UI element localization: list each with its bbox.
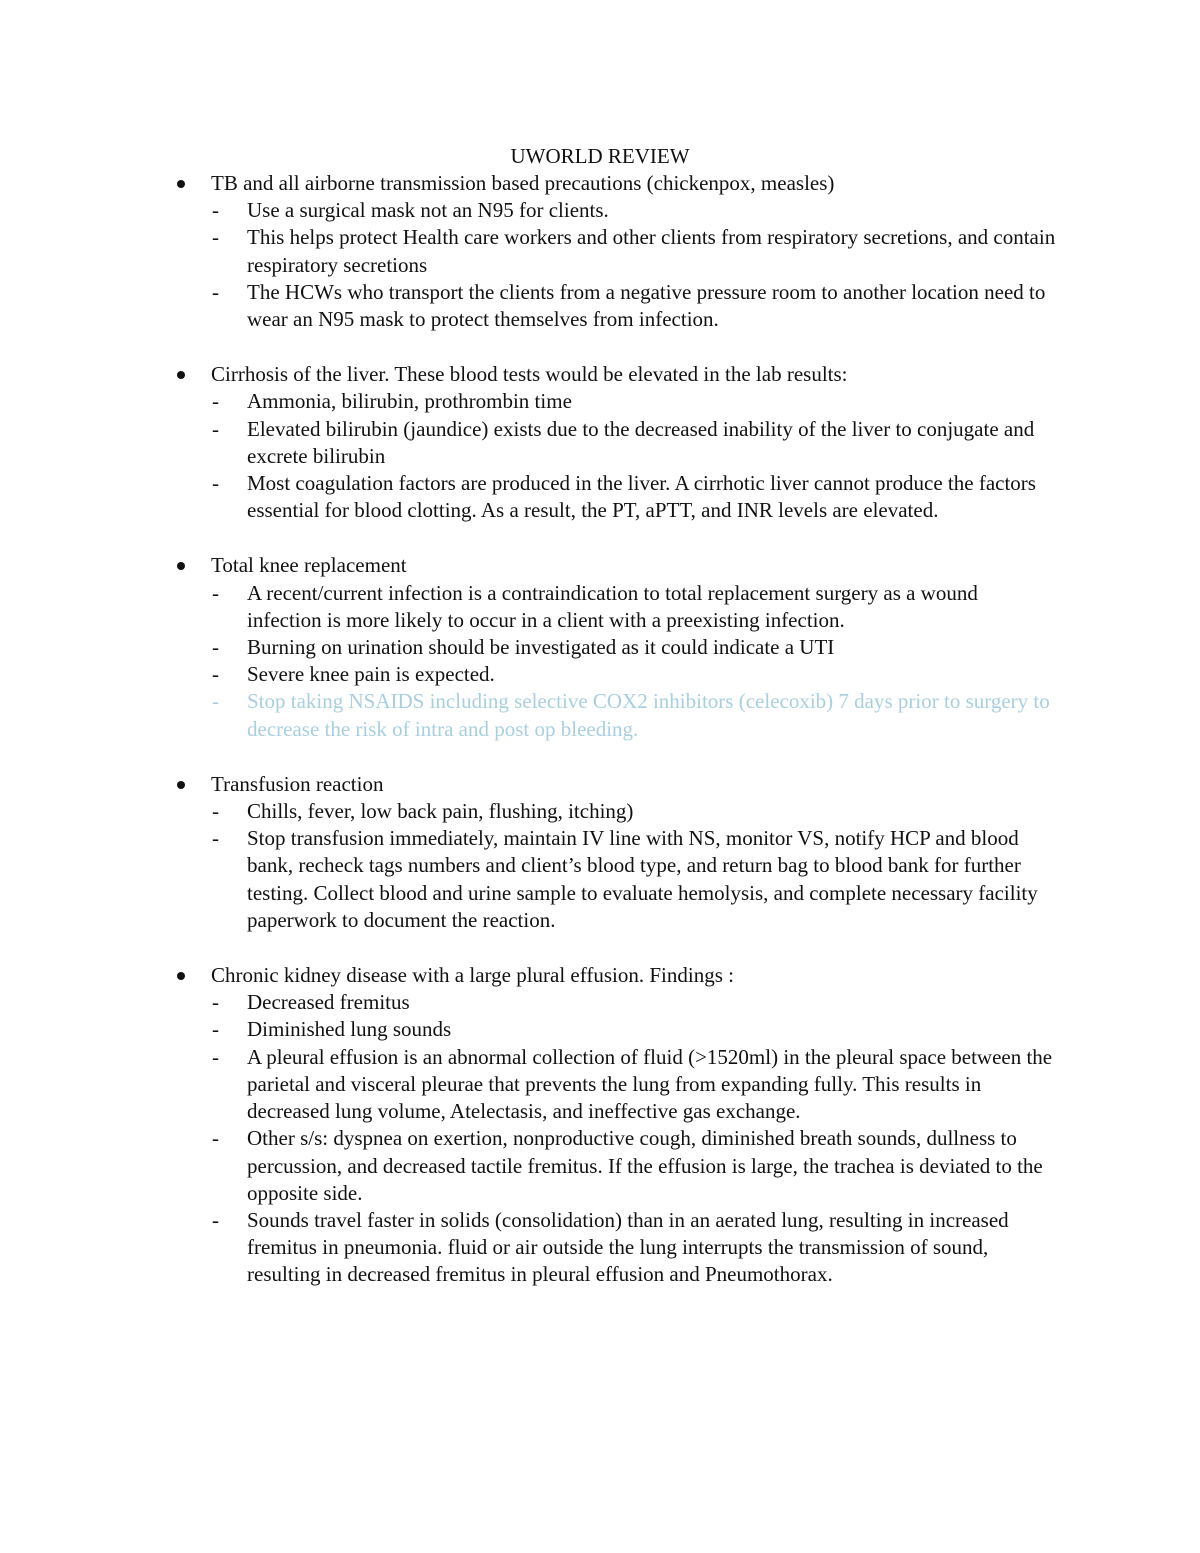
list-item [0,279,1057,333]
list-item [0,661,1057,688]
list-item [0,1044,1057,1126]
section-heading-text: Transfusion reaction [211,771,384,796]
list-item-text: Diminished lung sounds [247,1017,452,1042]
section [0,962,1200,1288]
list-item [0,1016,1057,1043]
document-body [0,170,1200,1317]
list-item-text: Other s/s: dyspnea on exertion, nonproductive cough, diminished breath sounds, dullness to percussion, and decreased tactile fremitus. If the effusion is large, the trachea is deviated to the opposite side. [247,1126,1043,1205]
dash-icon: - [212,635,219,660]
dash-icon: - [212,389,219,414]
section-heading-text: Cirrhosis of the liver. These blood tests would be elevated in the lab results: [211,362,848,387]
dash-icon: - [212,1044,219,1069]
section-heading [0,552,1061,579]
bullet-icon [177,562,185,570]
list-item [0,688,1057,742]
list-item [0,470,1057,524]
sub-list [0,197,1200,333]
list-item [0,197,1057,224]
section-heading-text: TB and all airborne transmission based precautions (chickenpox, measles) [211,171,835,195]
dash-icon: - [212,990,219,1015]
list-item-text: Elevated bilirubin (jaundice) exists due to the decreased inability of the liver to conjugate and excrete bilirubin [247,416,1035,468]
dash-icon: - [212,279,219,304]
bullet-icon [177,781,185,789]
list-item-text: Chills, fever, low back pain, flushing, itching) [247,799,634,824]
dash-icon: - [212,580,219,605]
dash-icon: - [212,416,219,441]
dash-icon: - [212,1017,219,1042]
section-heading [0,962,1061,989]
list-item [0,388,1057,415]
list-item [0,825,1057,934]
sub-list [0,388,1200,524]
dash-icon: - [212,662,219,687]
dash-icon: - [212,225,219,250]
dash-icon: - [212,198,219,223]
list-item [0,1207,1057,1289]
list-item-text: Decreased fremitus [247,990,410,1015]
bullet-icon [177,972,185,980]
page-title: UWORLD REVIEW [510,144,690,168]
sub-list [0,989,1200,1288]
section [0,361,1200,524]
sub-list [0,798,1200,934]
list-item-text: Stop transfusion immediately, maintain IV line with NS, monitor VS, notify HCP and blood bank, recheck tags numbers and client’s blood type, and return bag to blood bank for further testing. Collect blood and urine sample to evaluate hemolysis, and complete necessary facility paperwork to document the reaction. [247,826,1038,932]
list-item [0,416,1057,470]
sub-list [0,580,1200,743]
list-item-text: Sounds travel faster in solids (consolidation) than in an aerated lung, resulting in increased fremitus in pneumonia. fluid or air outside the lung interrupts the transmission of sound, resulting in decreased fremitus in pleural effusion and Pneumothorax. [247,1207,1009,1287]
list-item [0,798,1057,825]
dash-icon: - [212,799,219,824]
list-item-text: Severe knee pain is expected. [247,662,495,687]
section [0,552,1200,742]
section [0,170,1200,333]
bullet-icon [177,371,185,379]
list-item [0,224,1057,278]
dash-icon: - [212,689,219,714]
dash-icon: - [212,471,219,496]
section-heading [0,361,1061,388]
list-item-text: Most coagulation factors are produced in the liver. A cirrhotic liver cannot produce the factors essential for blood clotting. As a result, the PT, aPTT, and INR levels are elevated. [247,471,1036,523]
section-heading-text: Chronic kidney disease with a large plural effusion. Findings : [211,963,734,988]
list-item-text: A recent/current infection is a contraindication to total replacement surgery as a wound infection is more likely to occur in a client with a preexisting infection. [247,580,978,632]
section [0,771,1200,934]
list-item-text: Stop taking NSAIDS including selective COX2 inhibitors (celecoxib) 7 days prior to surgery to decrease the risk of intra and post op bleeding. [247,689,1050,741]
list-item [0,1125,1057,1207]
list-item-text: Ammonia, bilirubin, prothrombin time [247,389,572,414]
dash-icon: - [212,826,219,851]
dash-icon: - [212,1207,219,1232]
section-heading-text: Total knee replacement [211,553,407,578]
list-item-text: This helps protect Health care workers and other clients from respiratory secretions, and contain respiratory secretions [247,225,1056,277]
list-item [0,634,1057,661]
list-item-text: The HCWs who transport the clients from a negative pressure room to another location need to wear an N95 mask to protect themselves from infection. [247,279,1046,332]
bullet-icon [177,180,185,188]
dash-icon: - [212,1126,219,1151]
list-item-text: A pleural effusion is an abnormal collection of fluid (>1520ml) in the pleural space between the parietal and visceral pleurae that prevents the lung from expanding fully. This results in decreased lung volume, Atelectasis, and ineffective gas exchange. [247,1044,1053,1124]
section-heading [0,170,1061,197]
list-item [0,580,1057,634]
list-item-text: Burning on urination should be investigated as it could indicate a UTI [247,635,835,660]
section-heading [0,771,1061,798]
list-item [0,989,1057,1016]
list-item-text: Use a surgical mask not an N95 for clients. [247,198,609,223]
